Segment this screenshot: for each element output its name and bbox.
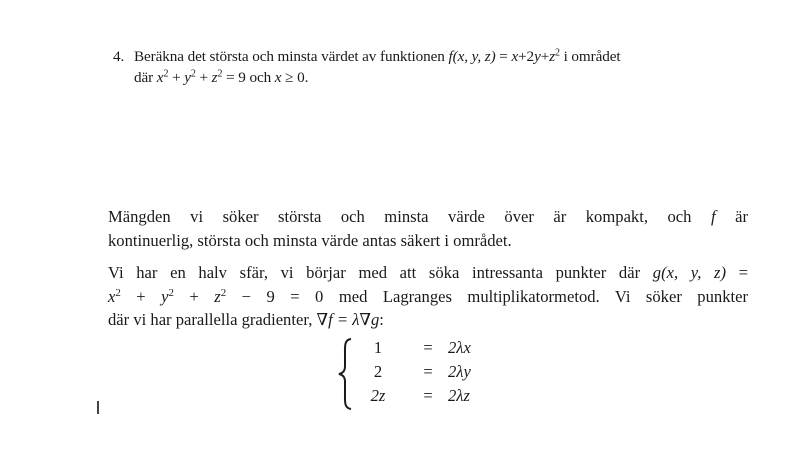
var-z: z bbox=[214, 286, 221, 306]
row-lhs: 2 bbox=[373, 362, 383, 381]
system-row-3 bbox=[358, 384, 498, 408]
row-rhs: 2λy bbox=[448, 362, 471, 381]
problem-line-1 bbox=[134, 46, 763, 67]
system-row-2 bbox=[358, 360, 498, 384]
row-rhs: 2λx bbox=[448, 338, 471, 357]
equals-sign: = bbox=[738, 263, 748, 282]
solution-line bbox=[108, 261, 748, 285]
solution-text: Mängden vi söker största och minsta värde över är kompakt, och bbox=[108, 207, 692, 226]
plus-sign: + bbox=[173, 286, 215, 306]
exponent: 2 bbox=[220, 286, 227, 299]
function-g: g(x, y, z) bbox=[652, 263, 726, 282]
exponent: 2 bbox=[217, 68, 223, 80]
row-equals: = bbox=[423, 362, 433, 381]
var-x: x bbox=[156, 69, 164, 86]
row-equals: = bbox=[423, 338, 433, 357]
row-lhs: 2z bbox=[370, 386, 386, 405]
condition: ≥ 0. bbox=[281, 69, 309, 86]
exponent: 2 bbox=[163, 68, 169, 80]
exponent: 2 bbox=[555, 47, 560, 59]
term-2: +2 bbox=[518, 48, 535, 65]
problem-line-2 bbox=[134, 67, 763, 88]
plus-sign: + bbox=[168, 69, 185, 86]
problem-text: där bbox=[134, 69, 157, 86]
colon: : bbox=[379, 310, 384, 329]
exponent: 2 bbox=[115, 286, 121, 299]
var-x: x bbox=[511, 48, 519, 65]
var-x: x bbox=[108, 286, 116, 306]
solution-line bbox=[108, 285, 748, 309]
solution-paragraph-1 bbox=[108, 205, 748, 252]
plus-sign: + bbox=[120, 286, 162, 306]
plus-sign: + bbox=[195, 69, 212, 86]
var-x: x bbox=[274, 69, 282, 86]
problem-statement bbox=[113, 46, 763, 88]
row-equals: = bbox=[423, 386, 433, 405]
row-rhs: 2λz bbox=[448, 386, 470, 405]
problem-text: och bbox=[245, 69, 275, 86]
solution-line: kontinuerlig, största och minsta värde antas säkert i området. bbox=[108, 230, 512, 250]
var-y: y bbox=[161, 286, 169, 306]
system-row-1 bbox=[358, 336, 498, 360]
function-f: f(x, y, z) bbox=[448, 48, 496, 65]
solution-text: Vi har en halv sfär, vi börjar med att söka intressanta punkter där bbox=[108, 263, 641, 282]
constraint-tail: − 9 = 0 bbox=[226, 286, 324, 306]
var-y: y bbox=[534, 48, 541, 65]
exponent: 2 bbox=[190, 68, 196, 80]
problem-number: 4. bbox=[113, 48, 125, 65]
solution-line bbox=[108, 205, 748, 229]
plus-sign: + bbox=[540, 48, 550, 65]
solution-text: med Lagranges multiplikatormetod. Vi söker punkter bbox=[338, 286, 748, 306]
problem-text: i området bbox=[559, 48, 621, 65]
row-lhs: 1 bbox=[373, 338, 383, 357]
solution-text: där vi har parallella gradienter, bbox=[108, 310, 317, 329]
gradient-equation: ∇f = λ∇g bbox=[316, 310, 380, 329]
var-z: z bbox=[211, 69, 218, 86]
var-y: y bbox=[184, 69, 191, 86]
solution-paragraph-2 bbox=[108, 261, 748, 332]
left-brace-icon bbox=[338, 338, 352, 410]
equals-sign: = bbox=[495, 48, 512, 65]
solution-text: är bbox=[735, 207, 748, 226]
exponent: 2 bbox=[168, 286, 174, 299]
var-f: f bbox=[710, 207, 716, 226]
solution-line bbox=[108, 308, 748, 332]
equation-system bbox=[336, 336, 496, 412]
text-cursor bbox=[97, 401, 99, 414]
equals-nine: = 9 bbox=[222, 69, 246, 86]
problem-text: Beräkna det största och minsta värdet av funktionen bbox=[134, 48, 449, 65]
var-z: z bbox=[549, 48, 555, 65]
